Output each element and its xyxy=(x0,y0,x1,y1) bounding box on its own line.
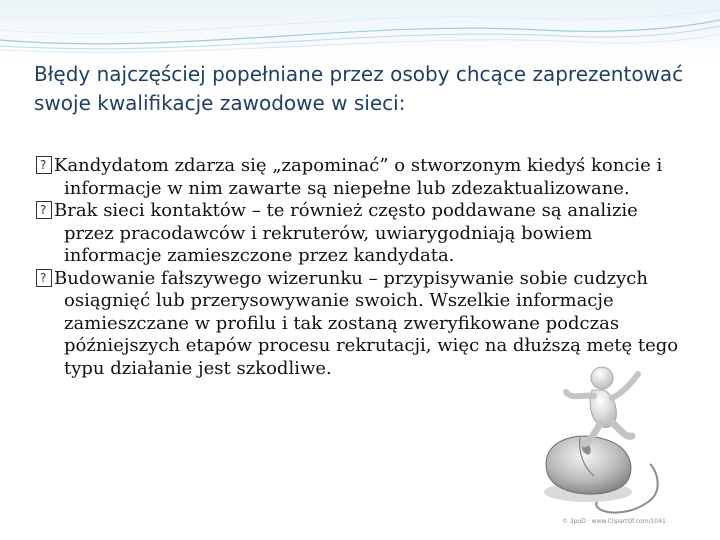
bullet-list xyxy=(36,155,686,380)
bullet-item xyxy=(36,155,686,200)
missing-glyph-icon xyxy=(36,156,52,174)
header-waves-decoration xyxy=(0,0,720,62)
bullet-item xyxy=(36,200,686,268)
missing-glyph-icon xyxy=(36,269,52,287)
clipart-credit: © 3poD · www.ClipartOf.com/1041 xyxy=(562,518,666,525)
figure-on-computer-mouse-icon xyxy=(528,352,690,530)
bullet-text: Brak sieci kontaktów – te również często poddawane są analizie przez pracodawców i rekruterów, uwiarygodniają bowiem informacje zamieszczone przez kandydata. xyxy=(54,200,638,266)
slide-title: Błędy najczęściej popełniane przez osoby chcące zaprezentować swoje kwalifikacje zawodowe w sieci: xyxy=(34,62,684,115)
missing-glyph-icon xyxy=(36,201,52,219)
bullet-text: Kandydatom zdarza się „zapominać” o stworzonym kiedyś koncie i informacje w nim zawarte są niepełne lub zdezaktualizowane. xyxy=(54,155,663,199)
bullet-text: Budowanie fałszywego wizerunku – przypisywanie sobie cudzych osiągnięć lub przerysowywanie swoich. Wszelkie informacje zamieszczane w profilu i tak zostaną zweryfikowane podczas późniejszych etapów procesu rekrutacji, więc na dłuższą metę tego typu działanie jest szkodliwe. xyxy=(54,267,679,379)
